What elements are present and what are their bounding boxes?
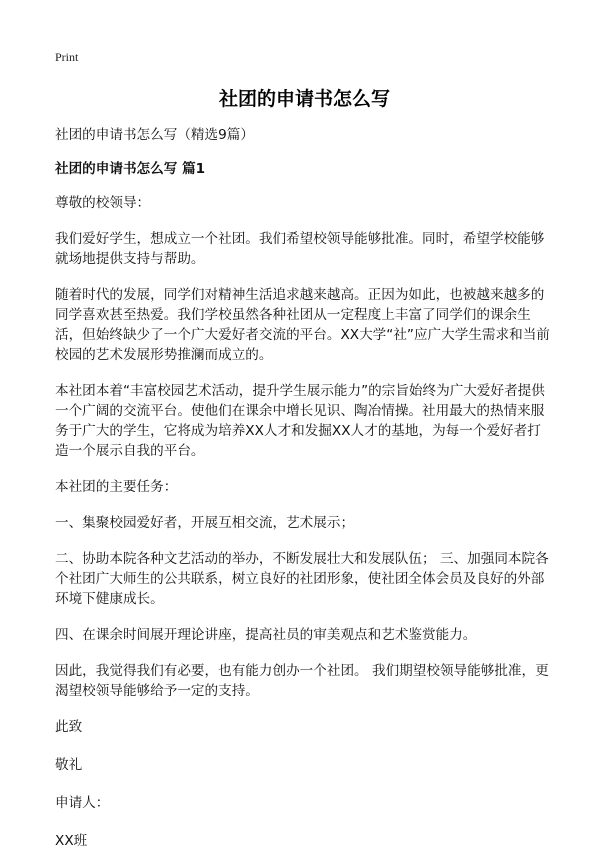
paragraph-task-1: 一、集聚校园爱好者，开展互相交流，艺术展示； xyxy=(55,515,355,531)
document-title: 社团的申请书怎么写 xyxy=(218,88,390,110)
paragraph-tasks-heading: 本社团的主要任务： xyxy=(55,479,178,495)
paragraph-task-2-3: 二、协助本院各种文艺活动的举办，不断发展壮大和发展队伍； 三、加强同本院各个社团广大师生的公共联系，树立良好的社团形象，使社团全体会员及良好的外部环境下健康成长。 xyxy=(55,551,549,607)
paragraph-background: 随着时代的发展，同学们对精神生活追求越来越高。正因为如此，也被越来越多的同学喜欢甚至热爱。我们学校虽然各种社团从一定程度上丰富了同学们的课余生活，但始终缺少了一个广大爱好者交流的平台。XX大学“社”应广大学生需求和当前校园的艺术发展形势推澜而成立的。 xyxy=(55,287,550,363)
applicant-label: 申请人： xyxy=(55,795,110,811)
paragraph-conclusion: 因此，我觉得我们有必要，也有能力创办一个社团。 我们期望校领导能够批准，更渴望校领导能够给予一定的支持。 xyxy=(55,663,549,699)
paragraph-purpose: 本社团本着“丰富校园艺术活动，提升学生展示能力”的宗旨始终为广大爱好者提供一个广阔的交流平台。使他们在课余中增长见识、陶冶情操。社用最大的热情来服务于广大的学生，它将成为培养XX人才和发掘XX人才的基地，为每一个爱好者打造一个展示自我的平台。 xyxy=(55,383,545,459)
print-link[interactable]: Print xyxy=(55,50,79,64)
paragraph-task-4: 四、在课余时间展开理论讲座，提高社员的审美观点和艺术鉴赏能力。 xyxy=(55,627,477,643)
paragraph-intro: 我们爱好学生，想成立一个社团。我们希望校领导能够批准。同时，希望学校能够就场地提供支持与帮助。 xyxy=(55,231,545,267)
section-heading: 社团的申请书怎么写 篇1 xyxy=(55,161,206,177)
salutation: 尊敬的校领导： xyxy=(55,195,151,211)
class-name: XX班 xyxy=(55,833,88,849)
document-subtitle: 社团的申请书怎么写（精选9篇） xyxy=(55,127,254,143)
closing-line-2: 敬礼 xyxy=(55,757,83,773)
closing-line-1: 此致 xyxy=(55,719,83,735)
